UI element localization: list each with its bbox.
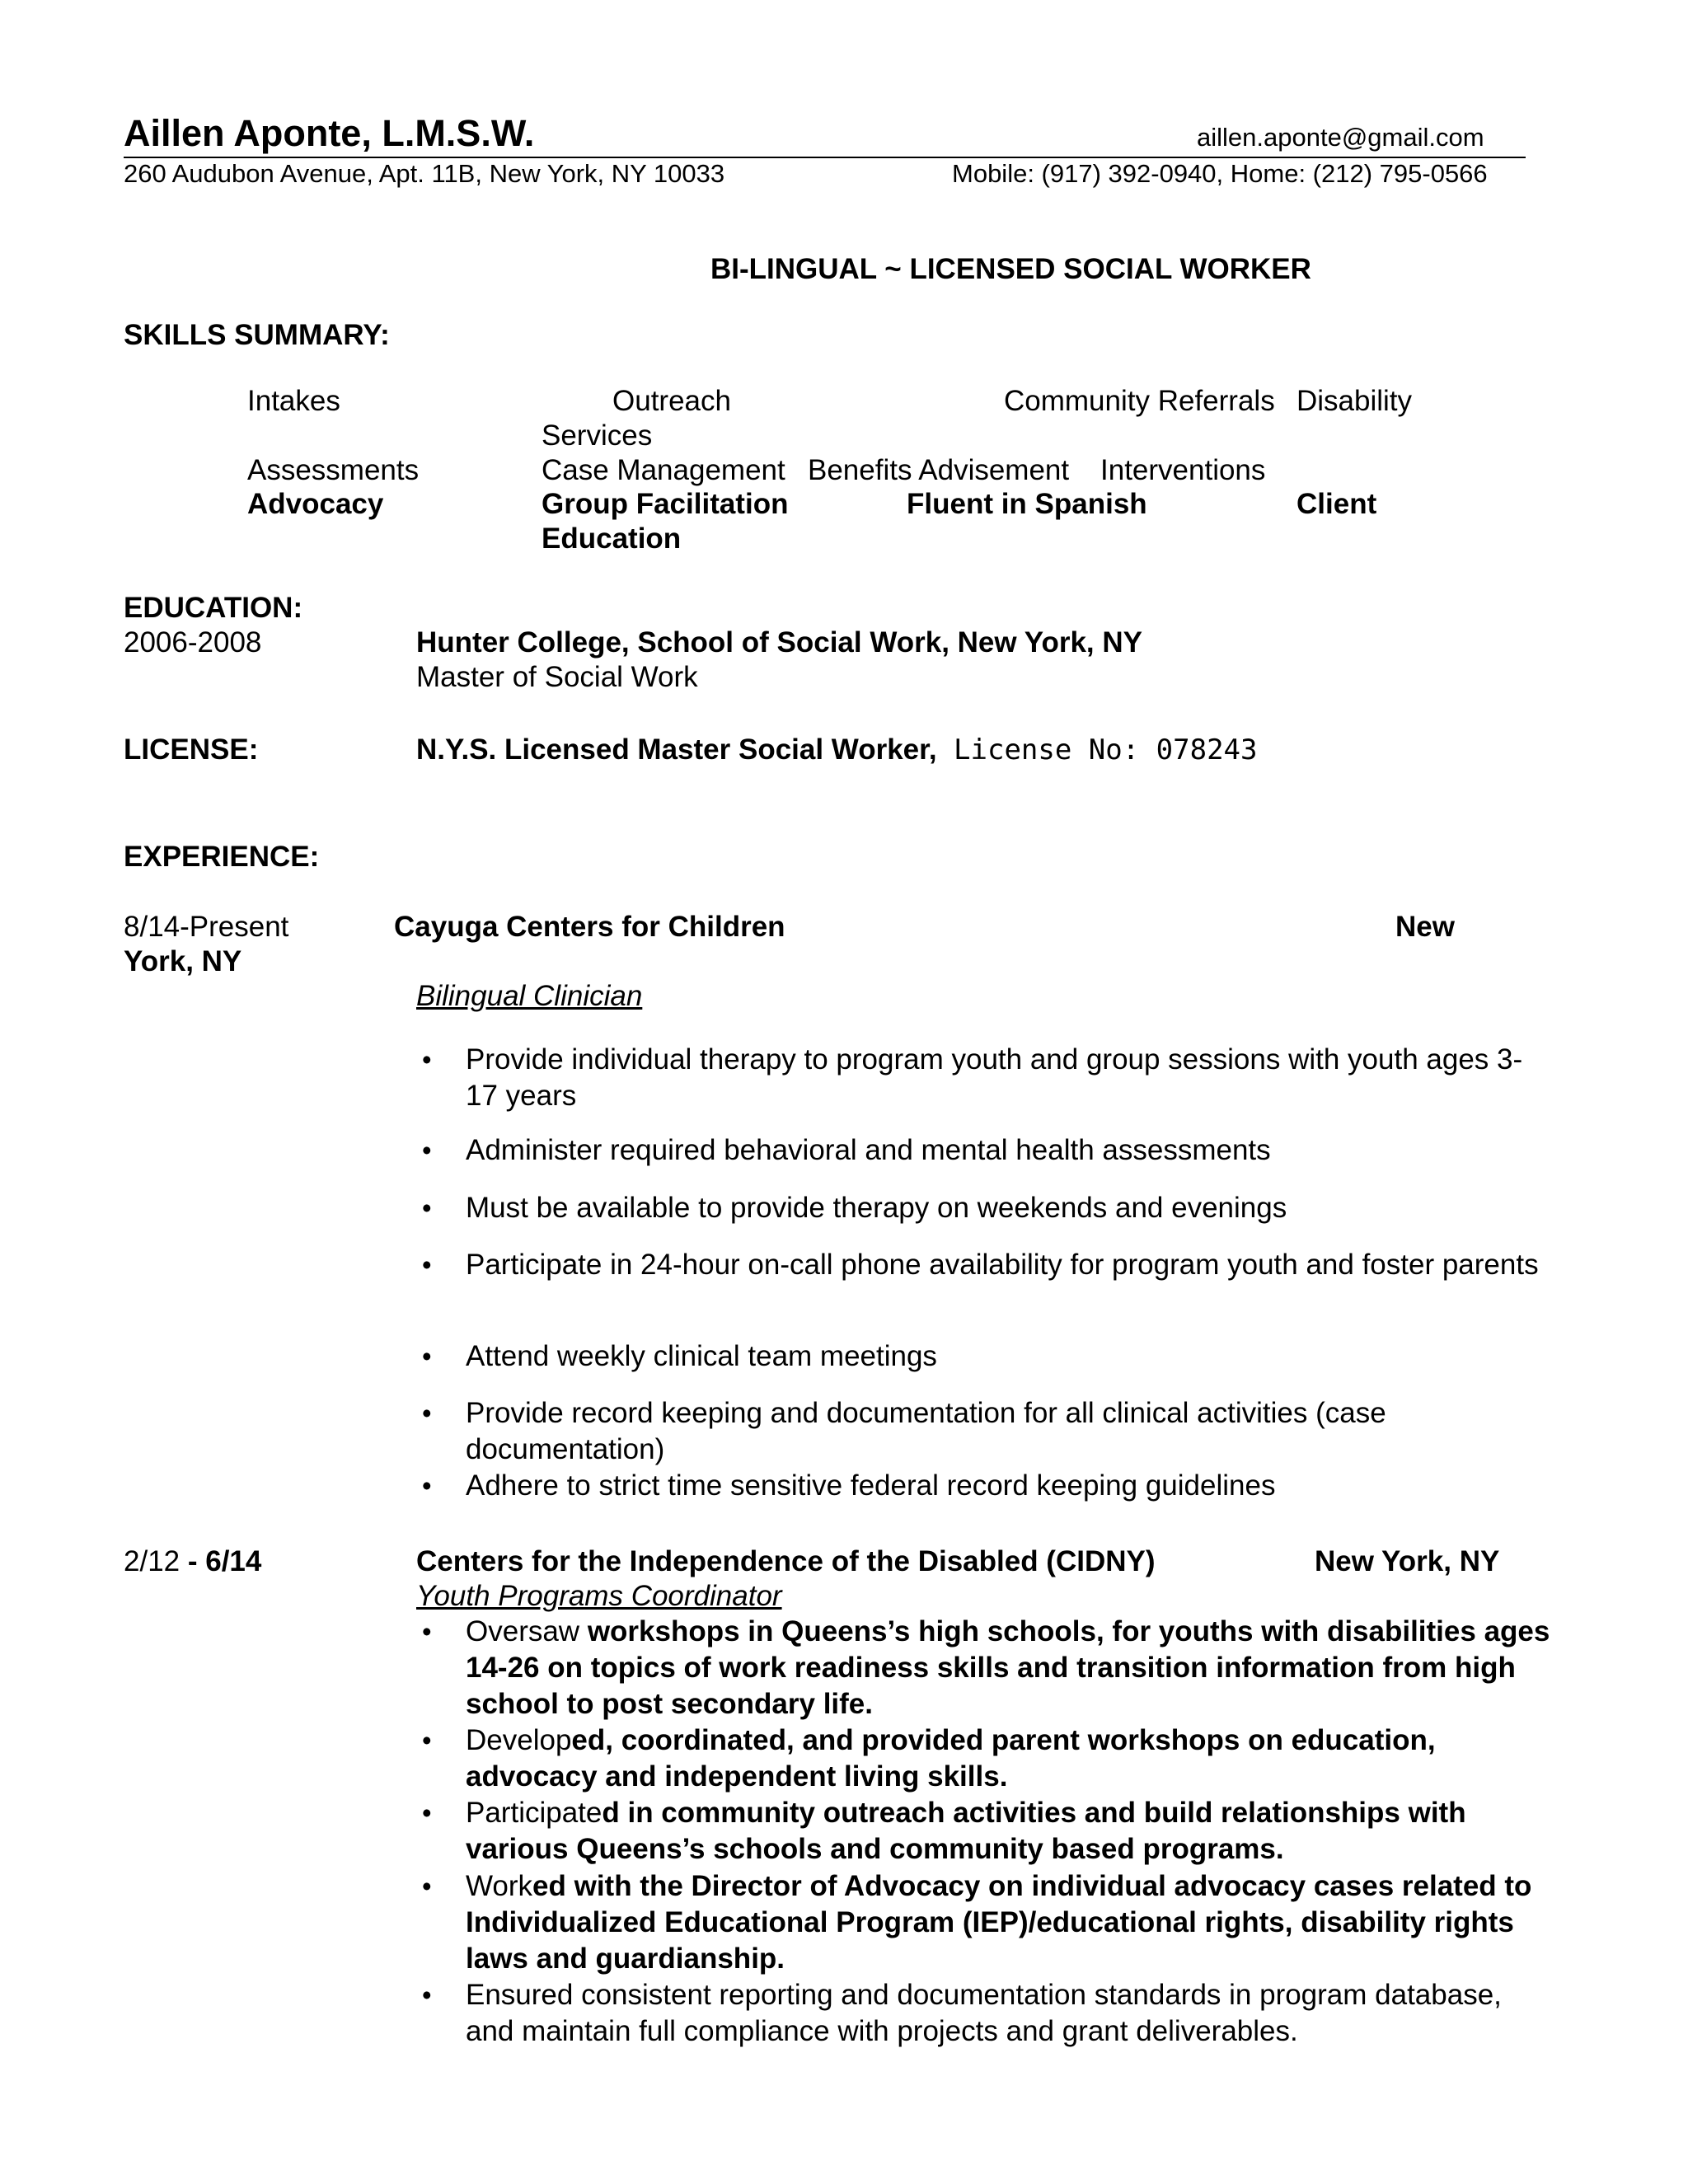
job-bullet: Attend weekly clinical team meetings — [466, 1340, 937, 1372]
skill-item: Client — [1296, 488, 1377, 520]
experience-heading: EXPERIENCE: — [124, 841, 320, 873]
job-title: Youth Programs Coordinator — [416, 1580, 782, 1612]
bullet-text: Ensured consistent reporting and documentation standards in program database, and maintain full compliance with projects and grant deliverables. — [466, 1979, 1502, 2047]
skill-item: Fluent in Spanish — [907, 488, 1147, 520]
applicant-name: Aillen Aponte, L.M.S.W. — [124, 112, 535, 154]
bullet-icon: • — [422, 1871, 432, 1901]
job-bullet: Participate in 24-hour on-call phone availability for program youth and foster parents — [466, 1249, 1539, 1281]
skill-item: Outreach — [612, 385, 731, 417]
skill-item: Group Facilitation — [542, 488, 789, 520]
bullet-icon: • — [422, 1797, 432, 1828]
job-bullet: Provide individual therapy to program youth and group sessions with youth ages 3-17 years — [466, 1043, 1523, 1112]
job-employer: Centers for the Independence of the Disabled (CIDNY) — [416, 1545, 1156, 1577]
bullet-icon: • — [422, 1135, 432, 1165]
bullet-icon: • — [422, 1616, 432, 1647]
bullet-text: Develop — [466, 1724, 572, 1756]
bullet-icon: • — [422, 1398, 432, 1428]
job-bullet: Provide record keeping and documentation for all clinical activities (case documentation) — [466, 1397, 1386, 1465]
bullet-icon: • — [422, 1341, 432, 1371]
license-number: License No: 078243 — [936, 733, 1258, 766]
bullet-text-bold: ed, coordinated, and provided parent workshops on education, advocacy and independent living skills. — [466, 1724, 1436, 1793]
skill-item-wrap: Education — [542, 523, 682, 555]
job-dates-start: 2/12 — [124, 1545, 188, 1577]
bullet-text-bold: workshops in Queens’s high schools, for youths with disabilities ages 14-26 on topics of work readiness skills and transition information from high school to post secondary life. — [466, 1615, 1550, 1720]
bullet-text-bold: d in community outreach activities and build relationships with various Queens’s schools and community based programs. — [466, 1797, 1466, 1865]
license-title: N.Y.S. Licensed Master Social Worker, — [416, 733, 937, 766]
job-title: Bilingual Clinician — [416, 980, 643, 1012]
education-school: Hunter College, School of Social Work, New York, NY — [416, 626, 1142, 658]
bullet-text: Work — [466, 1870, 533, 1902]
job-location-wrap: York, NY — [124, 945, 242, 977]
job-bullet: Administer required behavioral and mental health assessments — [466, 1134, 1271, 1166]
skill-item: Disability — [1296, 385, 1413, 417]
bullet-text: Oversaw — [466, 1615, 588, 1647]
job-location: New — [1395, 911, 1455, 943]
job-bullet — [466, 1977, 1554, 2050]
skill-item: Case Management — [542, 454, 785, 486]
job-dates — [124, 1544, 261, 1579]
phone-numbers: Mobile: (917) 392-0940, Home: (212) 795-0566 — [952, 159, 1488, 188]
job-dates: 8/14-Present — [124, 911, 289, 943]
job-dates-end: - 6/14 — [187, 1545, 262, 1577]
education-heading: EDUCATION: — [124, 592, 303, 624]
job-bullet — [466, 1614, 1554, 1722]
education-years: 2006-2008 — [124, 626, 262, 658]
skills-heading: SKILLS SUMMARY: — [124, 319, 390, 351]
email: aillen.aponte@gmail.com — [1197, 123, 1484, 152]
bullet-icon: • — [422, 1249, 432, 1280]
skill-item: Community Referrals — [1004, 385, 1275, 417]
skill-item: Intakes — [247, 385, 340, 417]
license-heading: LICENSE: — [124, 733, 259, 766]
education-degree: Master of Social Work — [416, 661, 698, 693]
bullet-text: Participate — [466, 1797, 603, 1829]
skill-item: Benefits Advisement — [808, 454, 1070, 486]
skill-item: Advocacy — [247, 488, 384, 520]
skill-item: Interventions — [1100, 454, 1266, 486]
bullet-text-bold: ed with the Director of Advocacy on individual advocacy cases related to Individualized Educational Program (IEP)/educational rights, disability rights laws and guardianship. — [466, 1870, 1532, 1975]
skill-item-wrap: Services — [542, 419, 653, 452]
job-location: New York, NY — [1315, 1545, 1500, 1577]
skill-item: Assessments — [247, 454, 420, 486]
job-bullet — [466, 1868, 1554, 1977]
headline: BI-LINGUAL ~ LICENSED SOCIAL WORKER — [710, 253, 1311, 285]
job-bullet: Must be available to provide therapy on weekends and evenings — [466, 1192, 1287, 1224]
bullet-icon: • — [422, 1725, 432, 1755]
bullet-icon: • — [422, 1470, 432, 1501]
bullet-icon: • — [422, 1044, 432, 1075]
bullet-icon: • — [422, 1193, 432, 1223]
job-bullet — [466, 1722, 1554, 1795]
bullet-icon: • — [422, 1980, 432, 2010]
job-bullet — [466, 1795, 1554, 1868]
job-bullet: Adhere to strict time sensitive federal record keeping guidelines — [466, 1469, 1276, 1502]
job-employer: Cayuga Centers for Children — [394, 911, 785, 943]
address: 260 Audubon Avenue, Apt. 11B, New York, NY 10033 — [124, 159, 725, 188]
license-line — [416, 732, 1258, 768]
